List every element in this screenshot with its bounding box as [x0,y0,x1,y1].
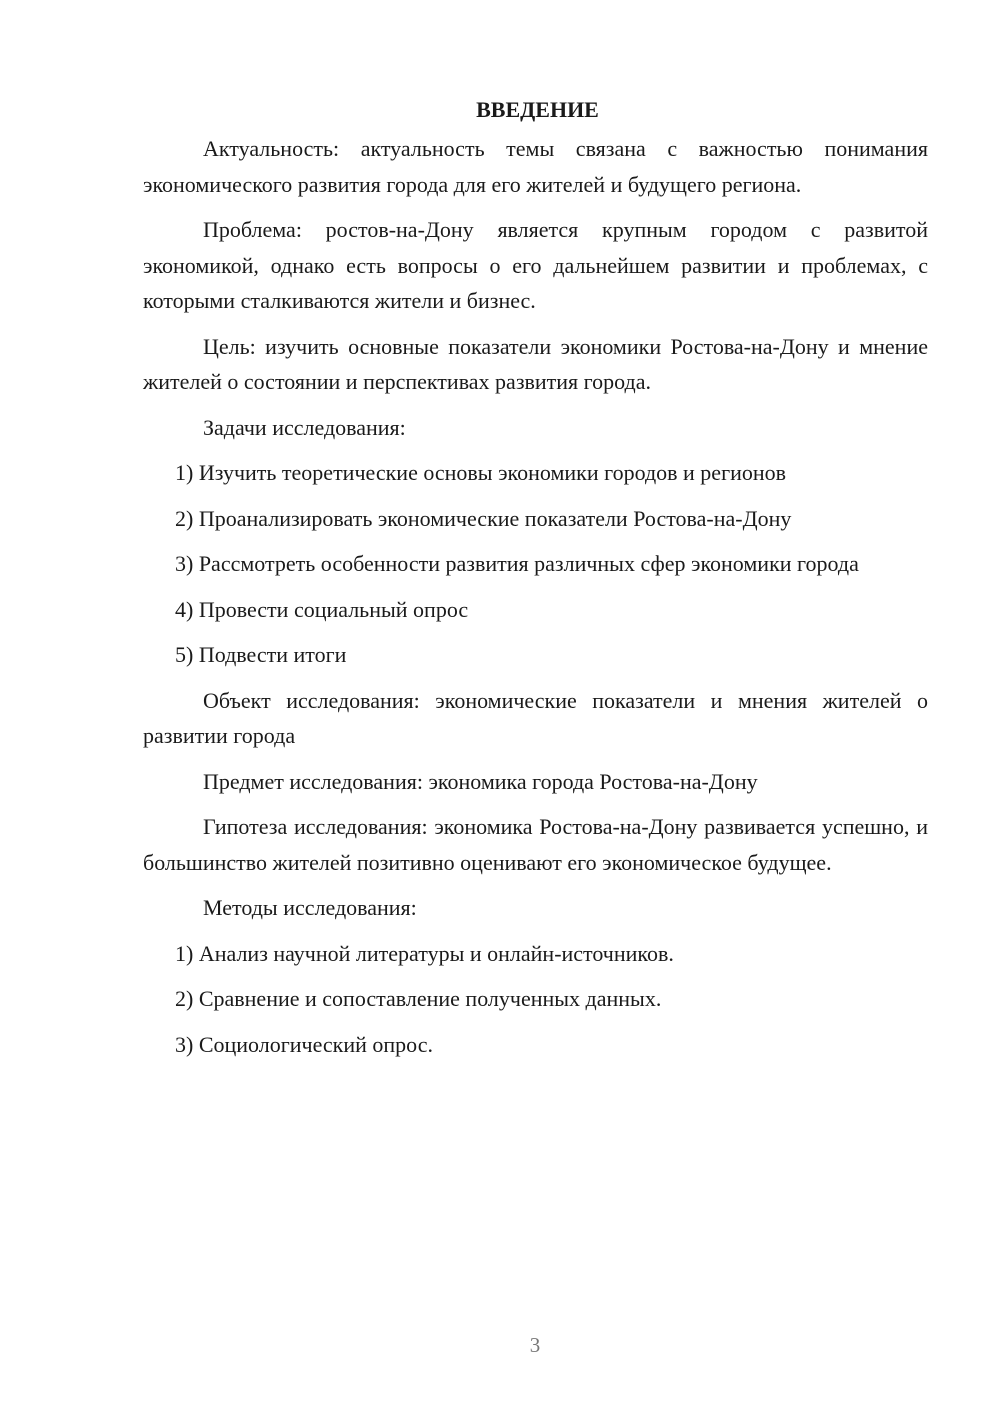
paragraph-problem: Проблема: ростов-на-Дону является крупным городом с развитой экономикой, однако есть вопросы о его дальнейшем развитии и проблемах, с которыми сталкиваются жители и бизнес. [143,217,928,313]
task-item-1: 1) Изучить теоретические основы экономики городов и регионов [175,460,787,485]
paragraph-tasks-heading: Задачи исследования: [203,414,406,440]
paragraph-hypothesis: Гипотеза исследования: экономика Ростова-на-Дону развивается успешно, и большинство жителей позитивно оценивают его экономическое будущее. [143,814,928,875]
page-number: 3 [529,1333,541,1357]
page-content [143,95,928,1072]
task-item-2: 2) Проанализировать экономические показатели Ростова-на-Дону [175,505,792,531]
method-item-3: 3) Социологический опрос. [175,1031,433,1057]
section-title: ВВЕДЕНИЕ [476,97,599,122]
paragraph-subject: Предмет исследования: экономика города Ростова-на-Дону [203,768,758,794]
task-item-5: 5) Подвести итоги [175,642,347,667]
paragraph-methods-heading: Методы исследования: [203,895,417,920]
task-item-4: 4) Провести социальный опрос [175,596,469,622]
paragraph-object: Объект исследования: экономические показатели и мнения жителей о развитии города [143,687,928,748]
method-item-1: 1) Анализ научной литературы и онлайн-источников. [175,940,674,966]
task-item-3: 3) Рассмотреть особенности развития различных сфер экономики города [175,551,859,576]
paragraph-goal: Цель: изучить основные показатели экономики Ростова-на-Дону и мнение жителей о состоянии и перспективах развития города. [143,333,928,394]
method-item-2: 2) Сравнение и сопоставление полученных данных. [175,986,662,1011]
paragraph-relevance: Актуальность: актуальность темы связана с важностью понимания экономического развития города для его жителей и будущего региона. [143,136,928,197]
